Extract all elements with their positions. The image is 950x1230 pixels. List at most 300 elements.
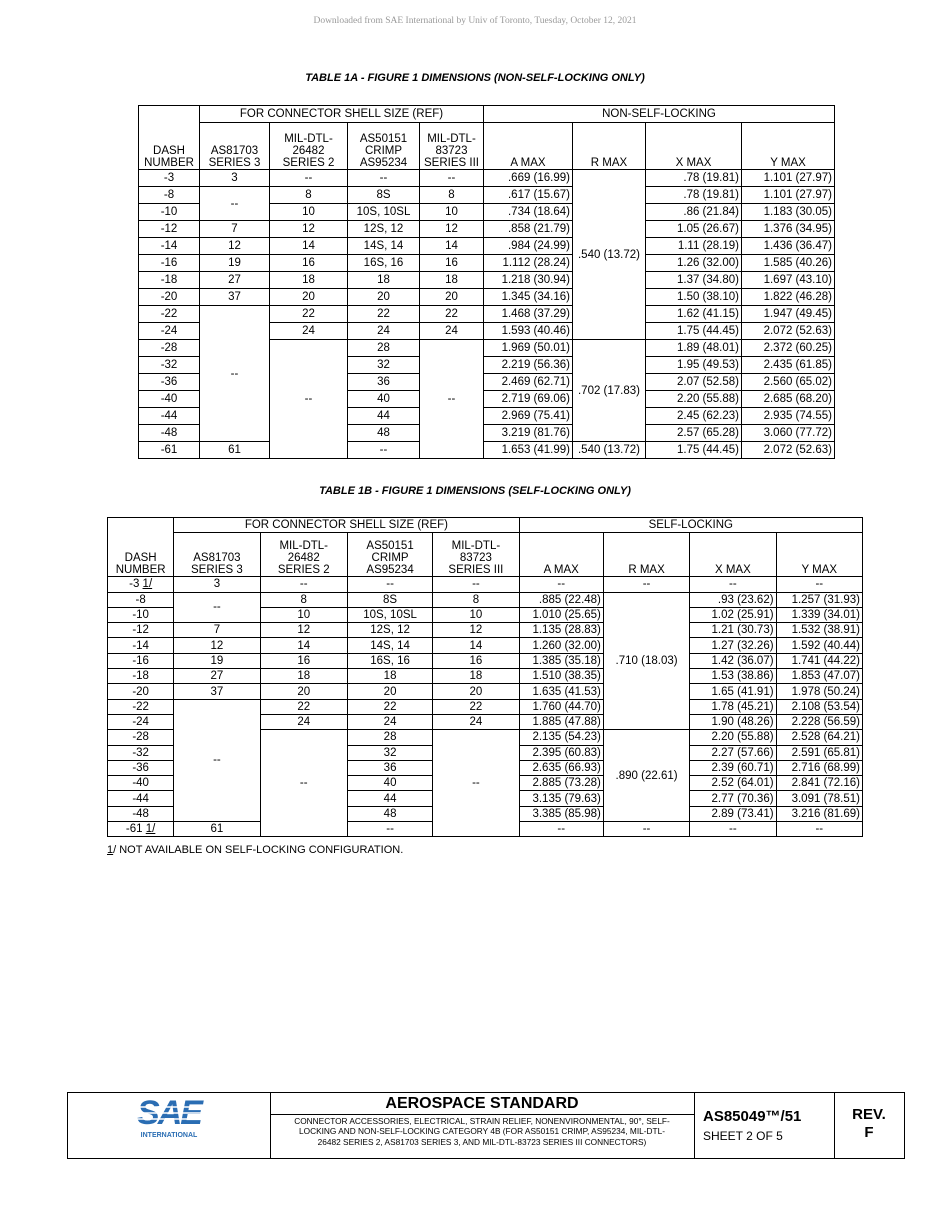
cell-x-max: 2.45 (62.23) <box>646 408 742 425</box>
cell-as50151: 48 <box>347 806 432 821</box>
cell-mil-26482: 14 <box>260 638 347 653</box>
cell-y-max: 2.685 (68.20) <box>742 391 835 408</box>
cell-as50151: 22 <box>348 306 420 323</box>
cell-mil-83723: 8 <box>433 592 519 607</box>
cell-y-max: 3.060 (77.72) <box>742 425 835 442</box>
cell-as50151: -- <box>348 442 420 459</box>
cell-dash-number <box>108 699 174 714</box>
cell-as81703: 3 <box>200 170 270 187</box>
header-mil-83723: MIL-DTL- 83723 SERIES III <box>420 123 484 170</box>
table-row <box>139 272 835 289</box>
cell-a-max: .984 (24.99) <box>484 238 573 255</box>
cell-as81703: -- <box>200 187 270 221</box>
cell-x-max: 2.20 (55.88) <box>646 391 742 408</box>
cell-mil-26482: -- <box>270 170 348 187</box>
cell-as50151: 14S, 14 <box>347 638 432 653</box>
cell-dash-number <box>139 221 200 238</box>
cell-mil-83723: -- <box>433 730 519 837</box>
cell-x-max: 1.95 (49.53) <box>646 357 742 374</box>
cell-as50151: 44 <box>348 408 420 425</box>
cell-x-max: 1.75 (44.45) <box>646 442 742 459</box>
cell-r-max: .540 (13.72) <box>573 170 646 340</box>
dash-value: -3 <box>163 172 175 184</box>
dash-value: -61 <box>125 823 143 836</box>
cell-a-max: 2.885 (73.28) <box>519 776 603 791</box>
cell-x-max: 1.65 (41.91) <box>690 684 776 699</box>
table-row <box>108 638 863 653</box>
title-block <box>67 1092 905 1159</box>
cell-a-max: 1.760 (44.70) <box>519 699 603 714</box>
cell-mil-83723: 8 <box>420 187 484 204</box>
cell-as50151: 36 <box>348 374 420 391</box>
cell-mil-83723: 22 <box>420 306 484 323</box>
cell-as50151: 40 <box>347 776 432 791</box>
header-dash-number: DASH NUMBER <box>108 518 174 577</box>
dash-value: -28 <box>132 731 149 744</box>
cell-x-max: 2.77 (70.36) <box>690 791 776 806</box>
cell-mil-26482: 12 <box>260 623 347 638</box>
cell-a-max: 1.135 (28.83) <box>519 623 603 638</box>
cell-y-max: 1.339 (34.01) <box>776 607 862 622</box>
dash-value: -20 <box>132 685 149 698</box>
cell-y-max: 1.257 (31.93) <box>776 592 862 607</box>
cell-r-max: .702 (17.83) <box>573 340 646 442</box>
cell-dash-number <box>139 306 200 323</box>
cell-mil-83723: -- <box>420 340 484 459</box>
cell-y-max: 1.183 (30.05) <box>742 204 835 221</box>
table-row <box>108 577 863 592</box>
cell-x-max: 1.26 (32.00) <box>646 255 742 272</box>
dash-value: -10 <box>132 609 149 622</box>
dash-value: -20 <box>160 291 178 303</box>
cell-x-max: 2.27 (57.66) <box>690 745 776 760</box>
dash-value: -22 <box>132 700 149 713</box>
table-row <box>108 623 863 638</box>
cell-mil-26482: -- <box>260 730 347 837</box>
cell-a-max: .885 (22.48) <box>519 592 603 607</box>
dash-value: -8 <box>163 189 175 201</box>
cell-mil-83723: -- <box>420 170 484 187</box>
cell-as50151: 44 <box>347 791 432 806</box>
cell-y-max: 2.072 (52.63) <box>742 442 835 459</box>
cell-x-max: .78 (19.81) <box>646 187 742 204</box>
dash-value: -14 <box>132 639 149 652</box>
cell-as50151: 12S, 12 <box>348 221 420 238</box>
cell-as50151: 16S, 16 <box>348 255 420 272</box>
table-row <box>108 699 863 714</box>
footnote <box>107 844 403 856</box>
sae-logo <box>68 1093 271 1158</box>
cell-mil-26482: 10 <box>270 204 348 221</box>
header-as81703: AS81703 SERIES 3 <box>200 123 270 170</box>
dash-value: -48 <box>132 807 149 820</box>
cell-a-max: 2.469 (62.71) <box>484 374 573 391</box>
table-1a-title: TABLE 1A - FIGURE 1 DIMENSIONS (NON-SELF-LOCKING ONLY) <box>305 72 645 84</box>
header-shell-size-group: FOR CONNECTOR SHELL SIZE (REF) <box>200 106 484 123</box>
table-row <box>139 442 835 459</box>
cell-dash-number <box>139 357 200 374</box>
cell-as50151: 36 <box>347 760 432 775</box>
cell-y-max: 1.592 (40.44) <box>776 638 862 653</box>
sae-logo-subtext: INTERNATIONAL <box>140 1132 198 1139</box>
cell-a-max: 2.635 (66.93) <box>519 760 603 775</box>
cell-y-max: 1.101 (27.97) <box>742 170 835 187</box>
dash-value: -10 <box>160 206 178 218</box>
cell-as50151: -- <box>347 822 432 837</box>
cell-as81703: 3 <box>174 577 260 592</box>
dash-value: -40 <box>132 777 149 790</box>
cell-y-max: 2.108 (53.54) <box>776 699 862 714</box>
cell-as81703: -- <box>174 699 260 821</box>
cell-as50151: 8S <box>347 592 432 607</box>
sae-logo-mark <box>68 1093 270 1158</box>
cell-a-max: 1.010 (25.65) <box>519 607 603 622</box>
cell-dash-number <box>139 391 200 408</box>
header-y-max: Y MAX <box>742 123 835 170</box>
download-watermark: Downloaded from SAE International by Univ of Toronto, Tuesday, October 12, 2021 <box>313 16 637 26</box>
cell-y-max: 1.741 (44.22) <box>776 653 862 668</box>
cell-mil-83723: -- <box>433 577 519 592</box>
cell-dash-number <box>108 684 174 699</box>
header-non-self-locking-group: NON-SELF-LOCKING <box>484 106 835 123</box>
dash-value: -28 <box>160 342 178 354</box>
cell-dash-number <box>139 170 200 187</box>
cell-y-max: 2.228 (56.59) <box>776 714 862 729</box>
cell-dash-number <box>139 425 200 442</box>
dash-value: -22 <box>160 308 178 320</box>
cell-dash-number <box>139 442 200 459</box>
cell-r-max: -- <box>603 577 689 592</box>
header-mil-83723: MIL-DTL- 83723 SERIES III <box>433 533 519 577</box>
sheet-number: SHEET 2 OF 5 <box>703 1129 783 1143</box>
cell-a-max: 1.112 (28.24) <box>484 255 573 272</box>
cell-x-max: 1.78 (45.21) <box>690 699 776 714</box>
cell-a-max: 1.653 (41.99) <box>484 442 573 459</box>
cell-dash-number <box>108 745 174 760</box>
cell-mil-83723: 14 <box>420 238 484 255</box>
dash-value: -12 <box>132 624 149 637</box>
dash-value: -18 <box>132 670 149 683</box>
table-row <box>139 238 835 255</box>
cell-as81703: 7 <box>174 623 260 638</box>
dash-value: -44 <box>160 410 178 422</box>
cell-mil-83723: 24 <box>420 323 484 340</box>
cell-a-max: 1.885 (47.88) <box>519 714 603 729</box>
cell-as50151: 10S, 10SL <box>348 204 420 221</box>
cell-a-max: .734 (18.64) <box>484 204 573 221</box>
cell-dash-number <box>108 623 174 638</box>
revision-label: REV. <box>852 1106 886 1123</box>
cell-x-max: -- <box>690 577 776 592</box>
cell-mil-26482: 16 <box>270 255 348 272</box>
cell-as50151: 24 <box>347 714 432 729</box>
dash-value: -24 <box>160 325 178 337</box>
cell-mil-26482: -- <box>260 577 347 592</box>
cell-mil-26482: 22 <box>260 699 347 714</box>
cell-mil-83723: 14 <box>433 638 519 653</box>
table-1b <box>107 517 863 837</box>
header-y-max: Y MAX <box>776 533 862 577</box>
cell-a-max: 1.635 (41.53) <box>519 684 603 699</box>
cell-x-max: 2.57 (65.28) <box>646 425 742 442</box>
cell-as50151: 20 <box>347 684 432 699</box>
cell-dash-number <box>108 592 174 607</box>
cell-dash-number <box>108 638 174 653</box>
cell-mil-26482: 24 <box>270 323 348 340</box>
cell-dash-number <box>139 238 200 255</box>
cell-as81703: -- <box>200 306 270 442</box>
cell-y-max: 1.585 (40.26) <box>742 255 835 272</box>
header-mil-26482: MIL-DTL- 26482 SERIES 2 <box>260 533 347 577</box>
dash-value: -48 <box>160 427 178 439</box>
cell-as50151: -- <box>348 170 420 187</box>
document-number: AS85049™/51 <box>703 1108 802 1125</box>
dash-value: -36 <box>132 762 149 774</box>
cell-y-max: 2.591 (65.81) <box>776 745 862 760</box>
footnote-text: / NOT AVAILABLE ON SELF-LOCKING CONFIGURATION. <box>113 844 404 856</box>
cell-x-max: .78 (19.81) <box>646 170 742 187</box>
dash-value: -44 <box>132 792 149 805</box>
document-number-box <box>694 1093 835 1158</box>
cell-r-max: .710 (18.03) <box>603 592 689 730</box>
cell-r-max: -- <box>603 822 689 837</box>
cell-mil-26482: 18 <box>260 669 347 684</box>
dash-value: -14 <box>160 240 178 252</box>
standard-heading: AEROSPACE STANDARD <box>270 1093 694 1115</box>
cell-a-max: 2.969 (75.41) <box>484 408 573 425</box>
cell-x-max: 1.50 (38.10) <box>646 289 742 306</box>
header-mil-26482: MIL-DTL- 26482 SERIES 2 <box>270 123 348 170</box>
cell-as50151: 28 <box>348 340 420 357</box>
cell-as81703: 19 <box>174 653 260 668</box>
cell-y-max: 2.716 (68.99) <box>776 760 862 775</box>
cell-dash-number <box>139 408 200 425</box>
cell-a-max: 1.593 (40.46) <box>484 323 573 340</box>
cell-as50151: 14S, 14 <box>348 238 420 255</box>
cell-y-max: 3.216 (81.69) <box>776 806 862 821</box>
cell-y-max: 2.435 (61.85) <box>742 357 835 374</box>
cell-x-max: 2.07 (52.58) <box>646 374 742 391</box>
cell-mil-26482: -- <box>270 340 348 459</box>
cell-as50151: 32 <box>347 745 432 760</box>
cell-a-max: 1.260 (32.00) <box>519 638 603 653</box>
cell-a-max: .858 (21.79) <box>484 221 573 238</box>
cell-as81703: 7 <box>200 221 270 238</box>
table-row <box>108 653 863 668</box>
cell-mil-83723: 20 <box>420 289 484 306</box>
cell-dash-number <box>108 714 174 729</box>
dash-value: -32 <box>132 746 149 759</box>
cell-x-max: 1.21 (30.73) <box>690 623 776 638</box>
cell-as81703: 27 <box>174 669 260 684</box>
cell-dash-number <box>139 323 200 340</box>
cell-dash-number <box>108 607 174 622</box>
cell-mil-26482: 12 <box>270 221 348 238</box>
cell-x-max: 1.27 (32.26) <box>690 638 776 653</box>
dash-value: -36 <box>160 376 178 388</box>
cell-x-max: 2.52 (64.01) <box>690 776 776 791</box>
cell-x-max: 1.53 (38.86) <box>690 669 776 684</box>
table-row <box>139 306 835 323</box>
cell-mil-83723: 18 <box>433 669 519 684</box>
cell-mil-26482: 10 <box>260 607 347 622</box>
cell-mil-83723: 10 <box>433 607 519 622</box>
note-marker: 1/ <box>145 823 156 836</box>
cell-dash-number <box>139 187 200 204</box>
table-row <box>139 187 835 204</box>
cell-as50151: 12S, 12 <box>347 623 432 638</box>
cell-y-max: 1.978 (50.24) <box>776 684 862 699</box>
table-row <box>108 684 863 699</box>
dash-value: -61 <box>160 444 178 456</box>
header-shell-size-group: FOR CONNECTOR SHELL SIZE (REF) <box>174 518 519 533</box>
cell-as50151: 28 <box>347 730 432 745</box>
cell-y-max: 1.822 (46.28) <box>742 289 835 306</box>
header-a-max: A MAX <box>484 123 573 170</box>
header-as81703: AS81703 SERIES 3 <box>174 533 260 577</box>
cell-mil-26482: 24 <box>260 714 347 729</box>
cell-dash-number <box>108 577 174 592</box>
cell-x-max: .86 (21.84) <box>646 204 742 221</box>
sae-logo-text: SAE <box>137 1094 201 1132</box>
cell-dash-number <box>139 340 200 357</box>
table-1a <box>138 105 835 459</box>
dash-value: -8 <box>135 593 146 606</box>
cell-as50151: 24 <box>348 323 420 340</box>
cell-x-max: 1.37 (34.80) <box>646 272 742 289</box>
cell-a-max: .617 (15.67) <box>484 187 573 204</box>
cell-x-max: 1.89 (48.01) <box>646 340 742 357</box>
cell-a-max: 1.510 (38.35) <box>519 669 603 684</box>
cell-as50151: 18 <box>347 669 432 684</box>
cell-y-max: 2.072 (52.63) <box>742 323 835 340</box>
cell-a-max: 3.385 (85.98) <box>519 806 603 821</box>
header-r-max: R MAX <box>603 533 689 577</box>
cell-mil-26482: 20 <box>270 289 348 306</box>
table-row <box>139 255 835 272</box>
cell-mil-83723: 10 <box>420 204 484 221</box>
cell-r-max: .540 (13.72) <box>573 442 646 459</box>
cell-dash-number <box>139 374 200 391</box>
cell-y-max: 2.528 (64.21) <box>776 730 862 745</box>
cell-a-max: -- <box>519 822 603 837</box>
table-1b-title: TABLE 1B - FIGURE 1 DIMENSIONS (SELF-LOCKING ONLY) <box>319 485 631 497</box>
cell-a-max: 2.135 (54.23) <box>519 730 603 745</box>
cell-r-max: .890 (22.61) <box>603 730 689 822</box>
cell-y-max: 2.935 (74.55) <box>742 408 835 425</box>
cell-mil-83723: 12 <box>433 623 519 638</box>
cell-as81703: -- <box>174 592 260 623</box>
cell-mil-83723: 22 <box>433 699 519 714</box>
cell-as81703: 37 <box>174 684 260 699</box>
cell-x-max: 1.90 (48.26) <box>690 714 776 729</box>
cell-dash-number <box>139 255 200 272</box>
table-row <box>108 669 863 684</box>
cell-a-max: 1.468 (37.29) <box>484 306 573 323</box>
cell-a-max: .669 (16.99) <box>484 170 573 187</box>
dash-value: -12 <box>160 223 178 235</box>
dash-value: -40 <box>160 393 178 405</box>
standard-description: CONNECTOR ACCESSORIES, ELECTRICAL, STRAIN RELIEF, NONENVIRONMENTAL, 90°, SELF-LOCKING AND NON-SELF-LOCKING CATEGORY 4B (FOR AS50151 CRIMP, AS95234, MIL-DTL-26482 SERIES 2, AS81703 SERIES 3, AND MIL-DTL-83723 SERIES III CONNECTORS) <box>294 1116 670 1147</box>
cell-dash-number <box>139 289 200 306</box>
cell-mil-83723: 16 <box>433 653 519 668</box>
cell-mil-83723: 16 <box>420 255 484 272</box>
header-as50151: AS50151 CRIMP AS95234 <box>348 123 420 170</box>
cell-y-max: 1.697 (43.10) <box>742 272 835 289</box>
cell-y-max: 2.841 (72.16) <box>776 776 862 791</box>
dash-value: -16 <box>160 257 178 269</box>
cell-mil-26482: 8 <box>260 592 347 607</box>
cell-y-max: 2.560 (65.02) <box>742 374 835 391</box>
cell-as81703: 61 <box>174 822 260 837</box>
cell-a-max: 3.135 (79.63) <box>519 791 603 806</box>
table-row <box>139 289 835 306</box>
cell-dash-number <box>108 760 174 775</box>
header-as50151: AS50151 CRIMP AS95234 <box>347 533 432 577</box>
cell-mil-83723: 18 <box>420 272 484 289</box>
cell-mil-26482: 22 <box>270 306 348 323</box>
cell-y-max: 1.853 (47.07) <box>776 669 862 684</box>
cell-mil-83723: 20 <box>433 684 519 699</box>
dash-value: -18 <box>160 274 178 286</box>
cell-mil-26482: 14 <box>270 238 348 255</box>
table-row <box>139 170 835 187</box>
cell-a-max: 1.218 (30.94) <box>484 272 573 289</box>
header-r-max: R MAX <box>573 123 646 170</box>
cell-as50151: 8S <box>348 187 420 204</box>
cell-x-max: 2.20 (55.88) <box>690 730 776 745</box>
cell-dash-number <box>108 776 174 791</box>
cell-dash-number <box>108 669 174 684</box>
cell-dash-number <box>139 204 200 221</box>
cell-a-max: 1.385 (35.18) <box>519 653 603 668</box>
header-self-locking-group: SELF-LOCKING <box>519 518 862 533</box>
cell-as50151: 18 <box>348 272 420 289</box>
cell-as81703: 61 <box>200 442 270 459</box>
cell-x-max: 1.02 (25.91) <box>690 607 776 622</box>
cell-x-max: .93 (23.62) <box>690 592 776 607</box>
cell-as50151: 20 <box>348 289 420 306</box>
cell-a-max: -- <box>519 577 603 592</box>
footnote-mark: 1 <box>107 844 114 856</box>
cell-y-max: -- <box>776 577 862 592</box>
table-row <box>108 592 863 607</box>
cell-y-max: -- <box>776 822 862 837</box>
cell-a-max: 1.969 (50.01) <box>484 340 573 357</box>
cell-a-max: 1.345 (34.16) <box>484 289 573 306</box>
cell-x-max: 1.75 (44.45) <box>646 323 742 340</box>
cell-dash-number <box>108 791 174 806</box>
revision-value: F <box>864 1124 874 1141</box>
cell-y-max: 2.372 (60.25) <box>742 340 835 357</box>
cell-mil-83723: 12 <box>420 221 484 238</box>
cell-y-max: 1.436 (36.47) <box>742 238 835 255</box>
header-a-max: A MAX <box>519 533 603 577</box>
cell-dash-number <box>139 272 200 289</box>
dash-value: -24 <box>132 716 149 729</box>
cell-a-max: 3.219 (81.76) <box>484 425 573 442</box>
header-x-max: X MAX <box>690 533 776 577</box>
cell-as50151: 40 <box>348 391 420 408</box>
cell-mil-83723: 24 <box>433 714 519 729</box>
cell-y-max: 1.101 (27.97) <box>742 187 835 204</box>
cell-dash-number <box>108 822 174 837</box>
header-x-max: X MAX <box>646 123 742 170</box>
header-dash-number: DASH NUMBER <box>139 106 200 170</box>
cell-as81703: 19 <box>200 255 270 272</box>
cell-x-max: 1.05 (26.67) <box>646 221 742 238</box>
cell-y-max: 3.091 (78.51) <box>776 791 862 806</box>
